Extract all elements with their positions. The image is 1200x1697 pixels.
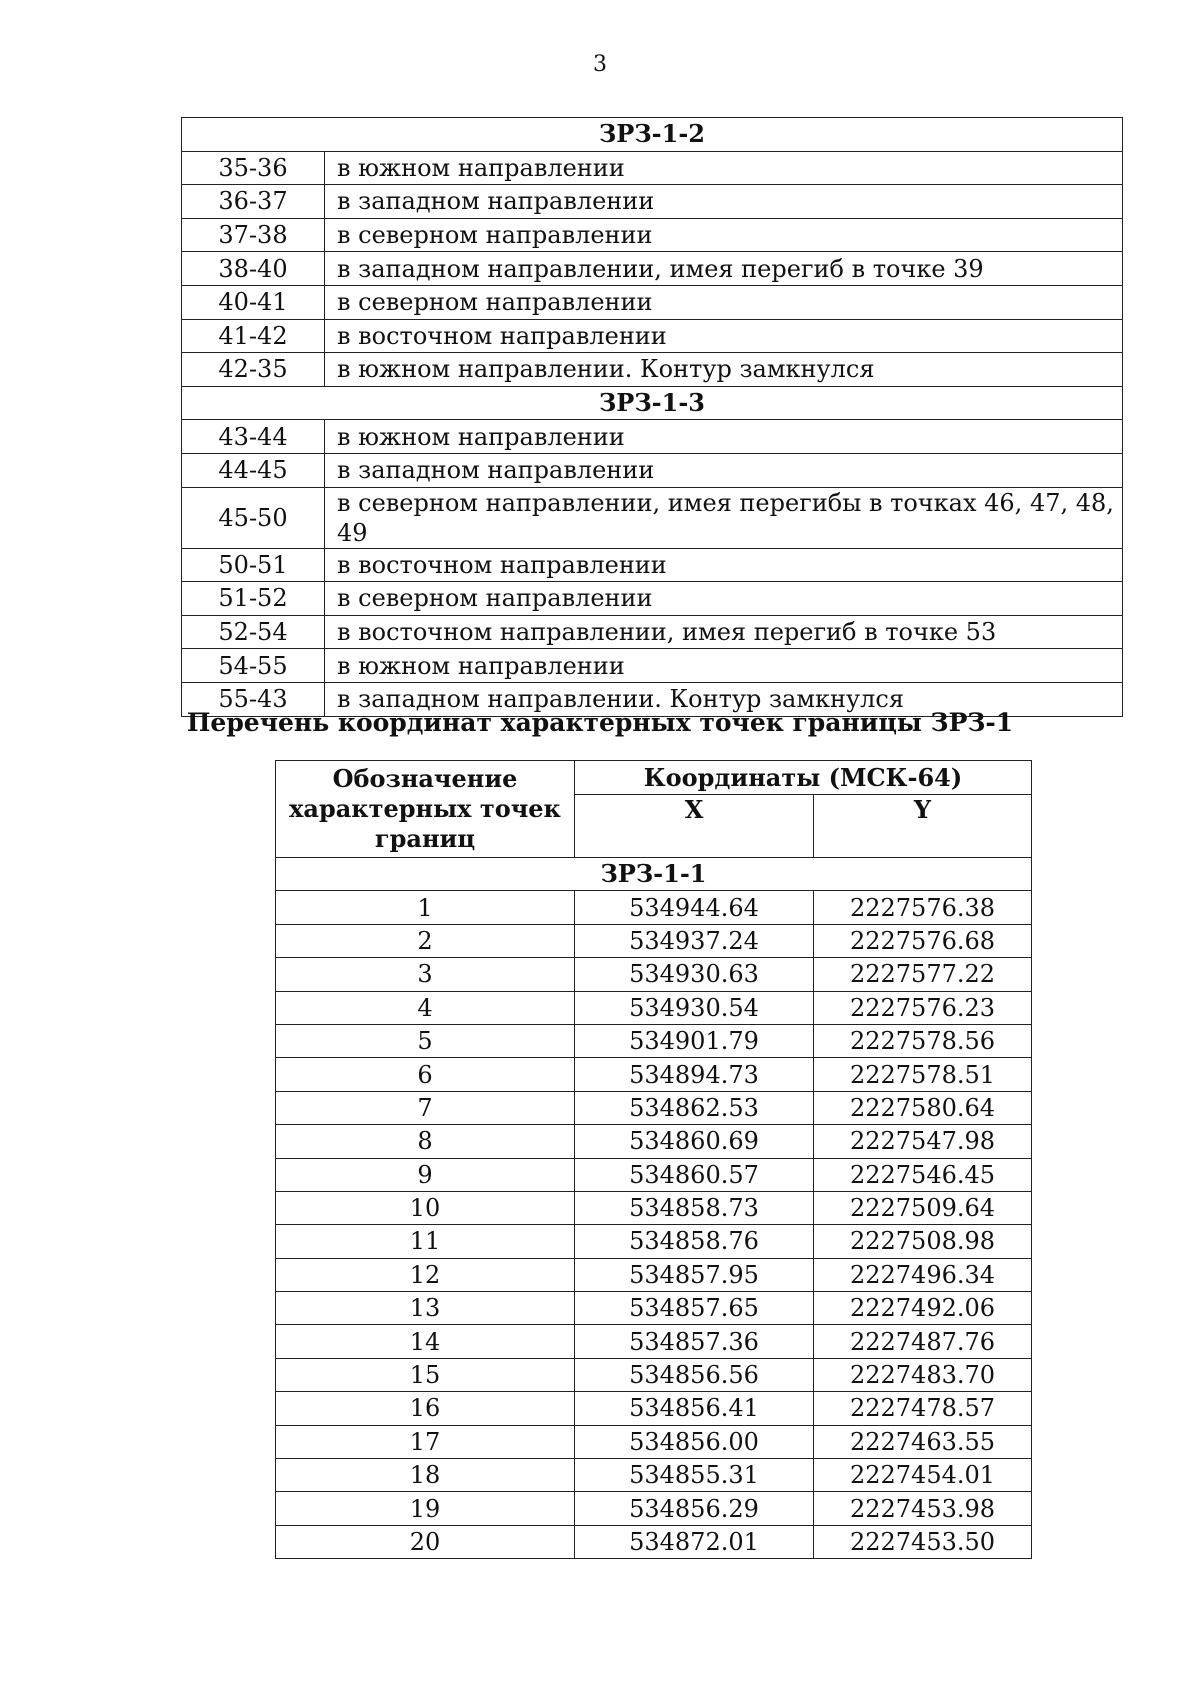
header-point-designation: Обозначение характерных точек границ <box>276 761 575 858</box>
point-number-cell: 15 <box>276 1358 575 1391</box>
point-number-cell: 9 <box>276 1158 575 1191</box>
x-coordinate-cell: 534860.69 <box>575 1125 814 1158</box>
coordinates-table-header <box>276 761 1032 858</box>
segment-cell: 50-51 <box>182 548 325 582</box>
table-row <box>182 548 1123 582</box>
y-coordinate-cell: 2227547.98 <box>814 1125 1032 1158</box>
table-row <box>182 151 1123 185</box>
x-coordinate-cell: 534930.54 <box>575 991 814 1024</box>
segments-table <box>181 117 1123 717</box>
table-row <box>276 1191 1032 1224</box>
y-coordinate-cell: 2227546.45 <box>814 1158 1032 1191</box>
table-row <box>182 353 1123 387</box>
table-row <box>276 1325 1032 1358</box>
description-cell: в северном направлении <box>325 285 1123 319</box>
header-y: Y <box>814 795 1032 858</box>
table-row <box>182 185 1123 219</box>
y-coordinate-cell: 2227576.68 <box>814 924 1032 957</box>
point-number-cell: 16 <box>276 1392 575 1425</box>
table-row <box>276 1525 1032 1558</box>
x-coordinate-cell: 534858.73 <box>575 1191 814 1224</box>
y-coordinate-cell: 2227487.76 <box>814 1325 1032 1358</box>
table-row <box>276 1392 1032 1425</box>
y-coordinate-cell: 2227578.51 <box>814 1058 1032 1091</box>
description-cell: в восточном направлении <box>325 319 1123 353</box>
page-number: 3 <box>593 52 607 77</box>
table-row <box>182 453 1123 487</box>
x-coordinate-cell: 534856.00 <box>575 1425 814 1458</box>
y-coordinate-cell: 2227453.98 <box>814 1492 1032 1525</box>
zone-heading: ЗРЗ-1-2 <box>182 118 1123 152</box>
table-row <box>182 649 1123 683</box>
table-row <box>276 958 1032 991</box>
y-coordinate-cell: 2227453.50 <box>814 1525 1032 1558</box>
point-number-cell: 14 <box>276 1325 575 1358</box>
x-coordinate-cell: 534857.36 <box>575 1325 814 1358</box>
description-cell: в южном направлении <box>325 649 1123 683</box>
y-coordinate-cell: 2227576.23 <box>814 991 1032 1024</box>
point-number-cell: 12 <box>276 1258 575 1291</box>
x-coordinate-cell: 534937.24 <box>575 924 814 957</box>
y-coordinate-cell: 2227454.01 <box>814 1459 1032 1492</box>
segment-cell: 43-44 <box>182 420 325 454</box>
description-cell: в северном направлении <box>325 582 1123 616</box>
table-row <box>182 252 1123 286</box>
point-number-cell: 7 <box>276 1091 575 1124</box>
table-row <box>182 285 1123 319</box>
y-coordinate-cell: 2227463.55 <box>814 1425 1032 1458</box>
table-row <box>276 1492 1032 1525</box>
table-row <box>276 1058 1032 1091</box>
y-coordinate-cell: 2227509.64 <box>814 1191 1032 1224</box>
description-cell: в южном направлении. Контур замкнулся <box>325 353 1123 387</box>
description-cell: в западном направлении, имея перегиб в точке 39 <box>325 252 1123 286</box>
coordinates-table <box>275 760 1032 1559</box>
y-coordinate-cell: 2227492.06 <box>814 1292 1032 1325</box>
y-coordinate-cell: 2227577.22 <box>814 958 1032 991</box>
x-coordinate-cell: 534944.64 <box>575 891 814 924</box>
table-row <box>182 615 1123 649</box>
description-cell: в восточном направлении <box>325 548 1123 582</box>
table-row <box>276 1292 1032 1325</box>
segment-cell: 35-36 <box>182 151 325 185</box>
segment-cell: 55-43 <box>182 682 325 716</box>
table-row <box>276 1358 1032 1391</box>
table-row <box>276 1258 1032 1291</box>
table-row <box>182 420 1123 454</box>
zone-row <box>182 118 1123 152</box>
point-number-cell: 6 <box>276 1058 575 1091</box>
description-cell: в южном направлении <box>325 420 1123 454</box>
point-number-cell: 5 <box>276 1024 575 1057</box>
segment-cell: 41-42 <box>182 319 325 353</box>
point-number-cell: 3 <box>276 958 575 991</box>
description-cell: в западном направлении <box>325 453 1123 487</box>
y-coordinate-cell: 2227580.64 <box>814 1091 1032 1124</box>
x-coordinate-cell: 534857.65 <box>575 1292 814 1325</box>
point-number-cell: 8 <box>276 1125 575 1158</box>
segment-cell: 45-50 <box>182 487 325 548</box>
point-number-cell: 18 <box>276 1459 575 1492</box>
table-row <box>276 1125 1032 1158</box>
segment-cell: 40-41 <box>182 285 325 319</box>
point-number-cell: 17 <box>276 1425 575 1458</box>
table-row <box>276 924 1032 957</box>
table-row <box>276 1225 1032 1258</box>
point-number-cell: 2 <box>276 924 575 957</box>
table-row <box>182 582 1123 616</box>
coordinates-table-body <box>276 858 1032 1559</box>
x-coordinate-cell: 534901.79 <box>575 1024 814 1057</box>
segments-table-body <box>182 118 1123 717</box>
segment-cell: 44-45 <box>182 453 325 487</box>
table-row <box>276 991 1032 1024</box>
table-row <box>276 891 1032 924</box>
zone-row <box>182 386 1123 420</box>
x-coordinate-cell: 534860.57 <box>575 1158 814 1191</box>
point-number-cell: 4 <box>276 991 575 1024</box>
header-x: X <box>575 795 814 858</box>
point-number-cell: 13 <box>276 1292 575 1325</box>
header-coordinates: Координаты (МСК-64) <box>575 761 1032 795</box>
y-coordinate-cell: 2227483.70 <box>814 1358 1032 1391</box>
segment-cell: 36-37 <box>182 185 325 219</box>
description-cell: в северном направлении <box>325 218 1123 252</box>
x-coordinate-cell: 534872.01 <box>575 1525 814 1558</box>
x-coordinate-cell: 534856.41 <box>575 1392 814 1425</box>
point-number-cell: 10 <box>276 1191 575 1224</box>
point-number-cell: 11 <box>276 1225 575 1258</box>
x-coordinate-cell: 534857.95 <box>575 1258 814 1291</box>
segment-cell: 37-38 <box>182 218 325 252</box>
x-coordinate-cell: 534856.56 <box>575 1358 814 1391</box>
y-coordinate-cell: 2227578.56 <box>814 1024 1032 1057</box>
point-number-cell: 20 <box>276 1525 575 1558</box>
point-number-cell: 19 <box>276 1492 575 1525</box>
point-number-cell: 1 <box>276 891 575 924</box>
y-coordinate-cell: 2227496.34 <box>814 1258 1032 1291</box>
y-coordinate-cell: 2227478.57 <box>814 1392 1032 1425</box>
y-coordinate-cell: 2227576.38 <box>814 891 1032 924</box>
table-row <box>276 1024 1032 1057</box>
zone-heading: ЗРЗ-1-3 <box>182 386 1123 420</box>
table-row <box>276 1158 1032 1191</box>
table-row <box>182 218 1123 252</box>
x-coordinate-cell: 534894.73 <box>575 1058 814 1091</box>
zone-heading: ЗРЗ-1-1 <box>276 858 1032 891</box>
description-cell: в восточном направлении, имея перегиб в точке 53 <box>325 615 1123 649</box>
coordinates-list-title: Перечень координат характерных точек границы ЗРЗ-1 <box>186 708 1014 737</box>
segment-cell: 42-35 <box>182 353 325 387</box>
table-row <box>276 1459 1032 1492</box>
segment-cell: 52-54 <box>182 615 325 649</box>
table-row <box>276 1425 1032 1458</box>
x-coordinate-cell: 534855.31 <box>575 1459 814 1492</box>
x-coordinate-cell: 534858.76 <box>575 1225 814 1258</box>
table-row <box>182 319 1123 353</box>
segment-cell: 38-40 <box>182 252 325 286</box>
description-cell: в западном направлении <box>325 185 1123 219</box>
x-coordinate-cell: 534856.29 <box>575 1492 814 1525</box>
table-row <box>276 1091 1032 1124</box>
table-row <box>182 487 1123 548</box>
y-coordinate-cell: 2227508.98 <box>814 1225 1032 1258</box>
description-cell: в северном направлении, имея перегибы в точках 46, 47, 48, 49 <box>325 487 1123 548</box>
segment-cell: 51-52 <box>182 582 325 616</box>
segment-cell: 54-55 <box>182 649 325 683</box>
description-cell: в западном направлении. Контур замкнулся <box>325 682 1123 716</box>
x-coordinate-cell: 534862.53 <box>575 1091 814 1124</box>
description-cell: в южном направлении <box>325 151 1123 185</box>
x-coordinate-cell: 534930.63 <box>575 958 814 991</box>
